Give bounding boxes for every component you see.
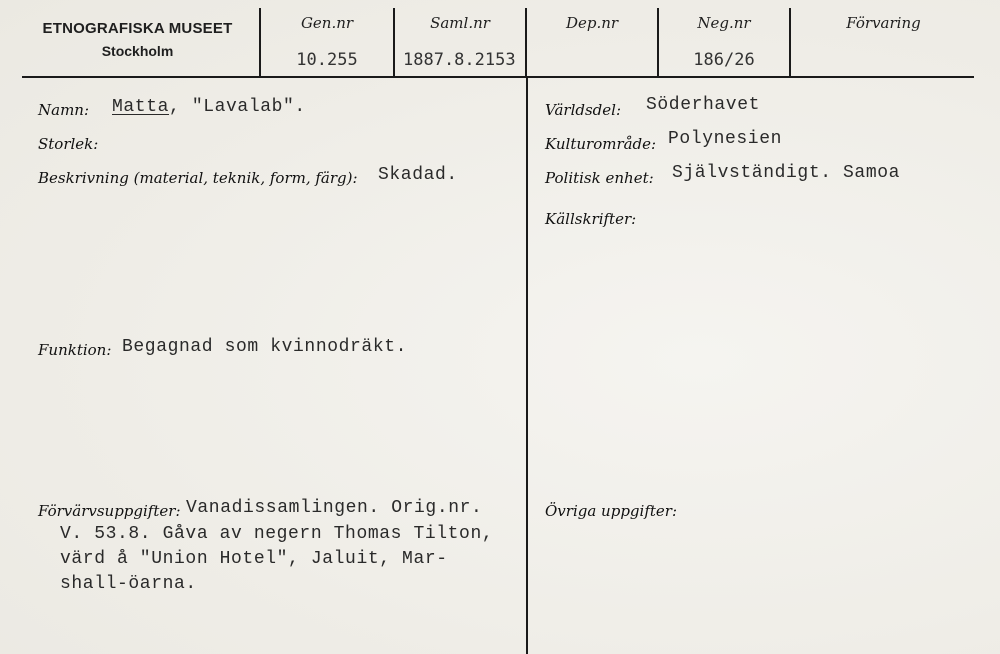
- forvarv-line4: shall-öarna.: [60, 574, 197, 594]
- forvarv-line2: V. 53.8. Gåva av negern Thomas Tilton,: [60, 524, 494, 544]
- saml-nr-value: 1887.8.2153: [403, 50, 516, 70]
- forvarv-line3: värd å "Union Hotel", Jaluit, Mar-: [60, 549, 448, 569]
- funktion-label: Funktion:: [38, 341, 112, 359]
- politisk-label: Politisk enhet:: [545, 169, 654, 187]
- forvaring-label: Förvaring: [846, 14, 921, 32]
- center-divider: [526, 78, 528, 654]
- namn-value: [112, 97, 306, 117]
- saml-nr-label: Saml.nr: [430, 14, 490, 32]
- museum-heading: [30, 20, 245, 59]
- namn-value-rest: , "Lavalab".: [169, 97, 306, 117]
- museum-name: ETNOGRAFISKA MUSEET: [42, 20, 233, 37]
- namn-value-main: Matta: [112, 97, 170, 117]
- varldsdel-label: Världsdel:: [545, 101, 621, 119]
- namn-label: Namn:: [38, 101, 90, 119]
- beskrivning-value: Skadad.: [378, 165, 458, 185]
- forvarv-label: Förvärvsuppgifter:: [38, 502, 181, 520]
- kulturomrade-value: Polynesien: [668, 129, 783, 149]
- header-rule: [22, 76, 974, 78]
- storlek-label: Storlek:: [38, 135, 99, 153]
- kallskrifter-label: Källskrifter:: [545, 210, 637, 228]
- forvarv-line1: Vanadissamlingen. Orig.nr.: [186, 498, 483, 518]
- varldsdel-value: Söderhavet: [646, 95, 761, 115]
- ovriga-label: Övriga uppgifter:: [545, 502, 677, 520]
- museum-city: Stockholm: [101, 43, 174, 59]
- funktion-value: Begagnad som kvinnodräkt.: [122, 337, 408, 357]
- dep-nr-label: Dep.nr: [565, 14, 619, 32]
- politisk-value: Självständigt. Samoa: [672, 163, 901, 183]
- neg-nr-value: 186/26: [693, 50, 755, 70]
- kulturomrade-label: Kulturområde:: [545, 135, 657, 153]
- gen-nr-value: 10.255: [296, 50, 358, 70]
- gen-nr-label: Gen.nr: [300, 14, 354, 32]
- beskrivning-label: Beskrivning (material, teknik, form, färg):: [38, 169, 358, 187]
- neg-nr-label: Neg.nr: [697, 14, 751, 32]
